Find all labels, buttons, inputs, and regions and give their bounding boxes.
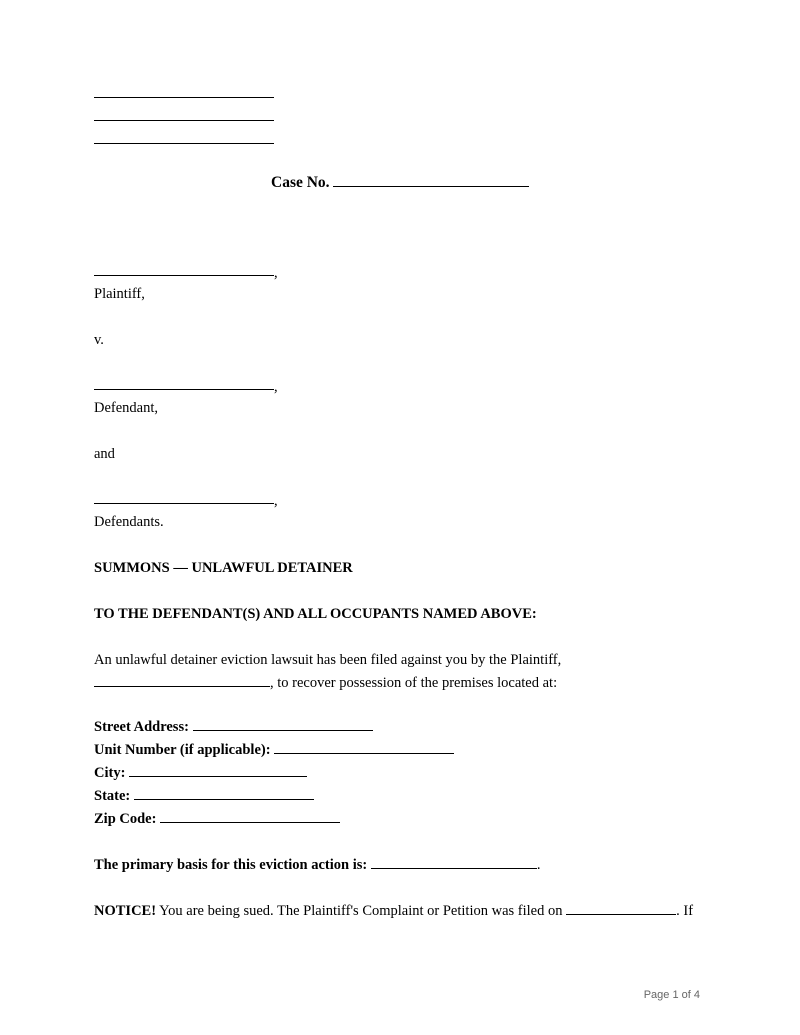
- document-title: SUMMONS — UNLAWFUL DETAINER: [94, 560, 353, 576]
- state-label: State:: [94, 788, 131, 804]
- and-label: and: [94, 446, 115, 462]
- case-number-line: [271, 174, 529, 192]
- case-number-blank[interactable]: [333, 174, 529, 187]
- state-field: [94, 787, 314, 805]
- basis-label: The primary basis for this eviction action is:: [94, 857, 368, 873]
- defendants-comma: ,: [274, 493, 278, 509]
- basis-suffix: .: [536, 857, 541, 873]
- body-line-2: [94, 674, 557, 692]
- unit-number-label: Unit Number (if applicable):: [94, 742, 271, 758]
- unit-number-field: [94, 741, 454, 759]
- street-address-label: Street Address:: [94, 719, 189, 735]
- defendant-name-blank[interactable]: [94, 389, 274, 390]
- body-line-1: An unlawful detainer eviction lawsuit has been filed against you by the Plaintiff,: [94, 652, 562, 668]
- plaintiff-comma: ,: [274, 265, 278, 281]
- plaintiff-label: Plaintiff,: [94, 286, 145, 302]
- state-blank[interactable]: [134, 787, 314, 800]
- basis-blank[interactable]: [371, 856, 537, 869]
- zip-code-blank[interactable]: [160, 810, 340, 823]
- defendant-label: Defendant,: [94, 400, 159, 416]
- party-name-blank-3[interactable]: [94, 143, 274, 144]
- defendant-comma: ,: [274, 379, 278, 395]
- basis-line: [94, 856, 540, 874]
- body-line-2-text: , to recover possession of the premises located at:: [270, 675, 558, 691]
- notice-line: [94, 902, 693, 920]
- notice-text: You are being sued. The Plaintiff's Complaint or Petition was filed on: [156, 903, 567, 919]
- addressee-heading: TO THE DEFENDANT(S) AND ALL OCCUPANTS NAMED ABOVE:: [94, 606, 537, 622]
- defendants-label: Defendants.: [94, 514, 164, 530]
- plaintiff-name-blank[interactable]: [94, 275, 274, 276]
- city-label: City:: [94, 765, 126, 781]
- street-address-blank[interactable]: [193, 718, 373, 731]
- notice-suffix: . If: [676, 903, 694, 919]
- page-number: Page 1 of 4: [643, 989, 700, 1001]
- versus-label: v.: [94, 332, 104, 348]
- zip-code-field: [94, 810, 340, 828]
- plaintiff-inline-blank[interactable]: [94, 674, 270, 687]
- defendants-name-blank[interactable]: [94, 503, 274, 504]
- unit-number-blank[interactable]: [274, 741, 454, 754]
- street-address-field: [94, 718, 373, 736]
- party-name-blank-1[interactable]: [94, 97, 274, 98]
- zip-code-label: Zip Code:: [94, 811, 157, 827]
- party-name-blank-2[interactable]: [94, 120, 274, 121]
- filing-date-blank[interactable]: [566, 902, 676, 915]
- case-number-label: Case No.: [271, 174, 330, 191]
- city-field: [94, 764, 307, 782]
- notice-label: NOTICE!: [94, 903, 157, 919]
- city-blank[interactable]: [129, 764, 307, 777]
